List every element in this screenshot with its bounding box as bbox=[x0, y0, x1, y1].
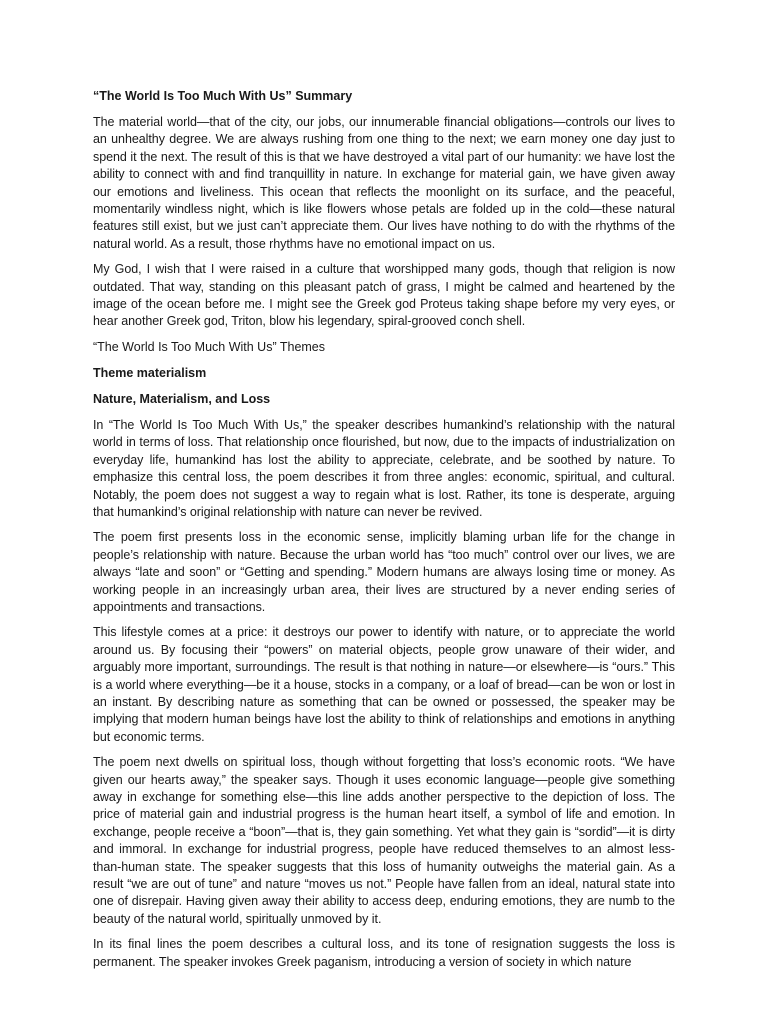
theme-paragraph-3: This lifestyle comes at a price: it destroys our power to identify with nature, or to appreciate the world around us. By focusing their “powers” on material objects, people grow unaware of their wider, and arguably more important, surroundings. The result is that nothing in nature—or elsewhere—is “ours.” This is a world where everything—be it a house, stocks in a company, or a loaf of bread—can be won or lost in an instant. By describing nature as something that can be owned or possessed, the speaker may be implying that modern human beings have lost the ability to think of relationships and emotions in anything but economic terms. bbox=[93, 625, 675, 744]
theme-paragraph-4: The poem next dwells on spiritual loss, though without forgetting that loss’s economic roots. “We have given our hearts away,” the speaker says. Though it uses economic language—people give something away in exchange for something else—this line adds another perspective to the depiction of loss. The price of material gain and industrial progress is the human heart itself, a symbol of life and emotion. In exchange, people receive a “boon”—that is, they gain something. Yet what they gain is “sordid”—it is dirty and immoral. In exchange for industrial progress, people have reduced themselves to an almost less-than-human state. The speaker suggests that this loss of humanity outweighs the material gain. As a result “we are out of tune” and nature “moves us not.” People have fallen from an ideal, natural state into one of disrepair. Having given away their ability to access deep, enduring emotions, they are numb to the beauty of the natural world, spiritually unmoved by it. bbox=[93, 755, 675, 926]
document-page bbox=[93, 88, 675, 979]
theme-paragraph-1: In “The World Is Too Much With Us,” the speaker describes humankind’s relationship with the natural world in terms of loss. That relationship once flourished, but now, due to the impacts of industrialization on everyday life, humankind has lost the ability to appreciate, celebrate, and be soothed by nature. To emphasize this central loss, the poem describes it from three angles: economic, spiritual, and cultural. Notably, the poem does not suggest a way to regain what is lost. Rather, its tone is desperate, arguing that humankind’s original relationship with nature can never be revived. bbox=[93, 417, 675, 519]
summary-paragraph-2: My God, I wish that I were raised in a culture that worshipped many gods, though that religion is now outdated. That way, standing on this pleasant patch of grass, I might be calmed and heartened by the image of the ocean before me. I might see the Greek god Proteus taking shape before my very eyes, or hear another Greek god, Triton, blow his legendary, spiral-grooved conch shell. bbox=[93, 262, 675, 329]
summary-paragraph-1: The material world—that of the city, our jobs, our innumerable financial obligations—controls our lives to an unhealthy degree. We are always rushing from one thing to the next; we earn money one day just to spend it the next. The result of this is that we have destroyed a vital part of our humanity: we have lost the ability to connect with and find tranquillity in nature. In exchange for material gain, we have given away our emotions and liveliness. This ocean that reflects the moonlight on its surface, and the peaceful, momentarily windless night, which is like flowers whose petals are folded up in the cold—these natural features still exist, but we just can’t appreciate them. Our lives have nothing to do with the rhythms of the natural world. As a result, those rhythms have no emotional impact on us. bbox=[93, 115, 675, 251]
themes-heading: “The World Is Too Much With Us” Themes bbox=[93, 339, 326, 354]
theme-paragraph-2: The poem first presents loss in the economic sense, implicitly blaming urban life for the change in people’s relationship with nature. Because the urban world has “too much” control over our lives, we are always “late and soon” or “Getting and spending.” Modern humans are always losing time or money. As working people in an increasingly urban area, their lives are structured by a never ending series of appointments and transactions. bbox=[93, 530, 675, 614]
theme-paragraph-5: In its final lines the poem describes a cultural loss, and its tone of resignation suggests the loss is permanent. The speaker invokes Greek paganism, introducing a version of society in which nature bbox=[93, 937, 675, 969]
theme-label: Theme materialism bbox=[93, 365, 207, 380]
theme-title: Nature, Materialism, and Loss bbox=[93, 391, 271, 406]
document-title: “The World Is Too Much With Us” Summary bbox=[93, 89, 353, 103]
